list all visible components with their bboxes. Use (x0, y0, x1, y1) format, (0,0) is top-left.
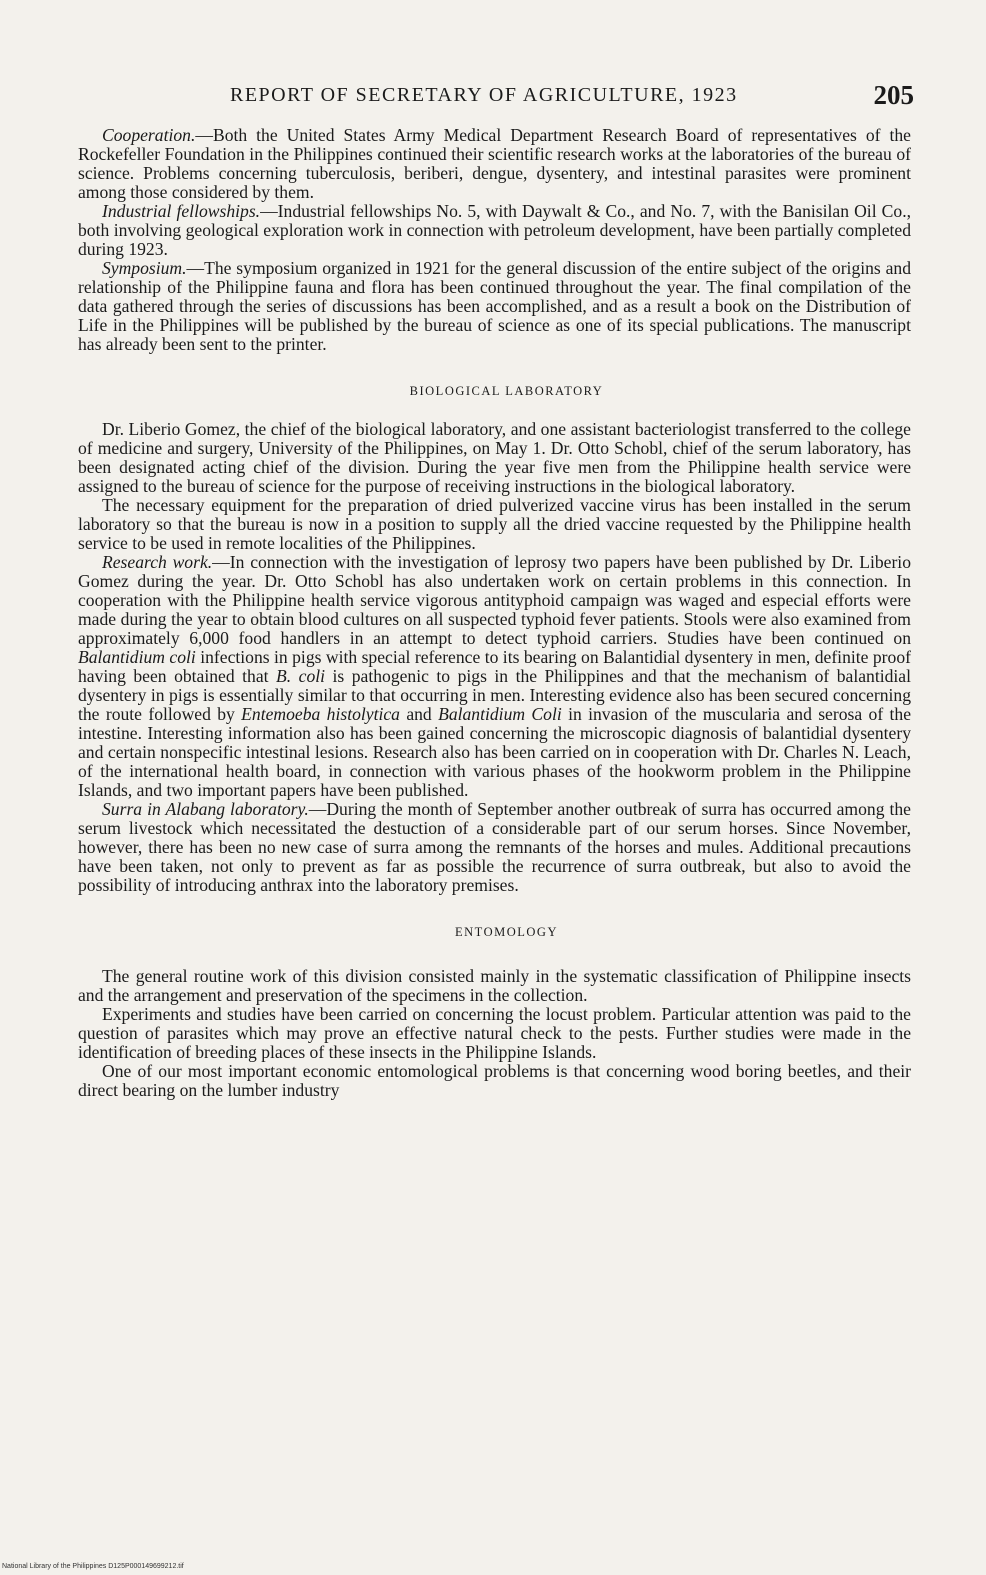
species-name: Balantidium coli (78, 647, 196, 667)
species-name: Balantidium Coli (438, 704, 562, 724)
paragraph-text: and (399, 704, 439, 724)
paragraph-text: —Both the United States Army Medical Department Research Board of representatives of the Rockefeller Foundation in the Philippines continued their scientific research works at the laboratories of the bureau of science. Problems concerning tuberculosis, beriberi, dengue, dysentery, and intestinal parasites were prominent among those considered by them. (78, 125, 911, 202)
paragraph-entomology-routine: The general routine work of this division consisted mainly in the systematic classification of Philippine insects and the arrangement and preservation of the specimens in the collection. (78, 966, 911, 1005)
paragraph-bio-vaccine: The necessary equipment for the preparation of dried pulverized vaccine virus has been installed in the serum laboratory so that the bureau is now in a position to supply all the dried vaccine requested by the Philippine health service to be used in remote localities of the Philippines. (78, 495, 911, 553)
run-in-heading-research: Research work. (102, 552, 213, 572)
paragraph-cooperation (78, 126, 911, 202)
page-number: 205 (873, 80, 914, 110)
paragraph-industrial-fellowships (78, 202, 911, 259)
paragraph-text: —The symposium organized in 1921 for the general discussion of the entire subject of the origins and relationship of the Philippine fauna and flora has been continued throughout the year. The final compilation of the data gathered through the series of discussions has been accomplished, and as a result a book on the Distribution of Life in the Philippines will be published by the bureau of science as one of its special publications. The manuscript has already been sent to the printer. (78, 258, 911, 354)
paragraph-text: —Industrial fellowships No. 5, with Daywalt & Co., and No. 7, with the Banisilan Oil Co., both involving geological exploration work in connection with petroleum development, have been partially completed during 1923. (78, 201, 911, 259)
run-in-heading-cooperation: Cooperation. (102, 125, 196, 145)
species-name: B. coli (276, 666, 326, 686)
running-head: REPORT OF SECRETARY OF AGRICULTURE, 1923 (230, 84, 738, 106)
paragraph-text: infections in pigs with special reference to its bearing on Balantidial dysentery in men, definite proof having been obtained that (78, 647, 911, 686)
paragraph-research-work (78, 553, 911, 800)
run-in-heading-surra: Surra in Alabang laboratory. (102, 799, 309, 819)
paragraph-text: —In connection with the investigation of leprosy two papers have been published by Dr. Liberio Gomez during the year. Dr. Otto Schobl has also undertaken work on certain problems in this connection. In cooperation with the Philippine health service vigorous antityphoid campaign was waged and especial efforts were made during the year to obtain blood cultures on all suspected typhoid fever patients. Stools were also examined from approximately 6,000 food handlers in an attempt to detect typhoid carriers. Studies have been continued on (78, 552, 911, 648)
paragraph-text: is pathogenic to pigs in the Philippines and that the mechanism of balantidial dysentery in pigs is essentially similar to that occurring in men. Interesting evidence also has been secured concerning the route followed by (78, 666, 911, 724)
paragraph-surra (78, 800, 911, 895)
section-heading-entomology: ENTOMOLOGY (455, 925, 558, 939)
run-in-heading-symposium: Symposium. (102, 258, 187, 278)
body-text (78, 126, 911, 1100)
paragraph-text: in invasion of the muscularia and serosa of the intestine. Interesting information also has been gained concerning the microscopic diagnosis of balantidial dysentery and certain nonspecific intestinal lesions. Research also has been carried on in cooperation with Dr. Charles N. Leach, of the international health board, in connection with various phases of the hookworm problem in the Philippine Islands, and two important papers have been published. (78, 704, 912, 800)
paragraph-symposium (78, 259, 911, 354)
species-name: Entemoeba histolytica (241, 704, 400, 724)
paragraph-text: —During the month of September another outbreak of surra has occurred among the serum livestock which necessitated the destuction of a considerable part of our serum horses. Since November, however, there has been no new case of surra among the remnants of the horses and mules. Additional precautions have been taken, not only to prevent as far as possible the recurrence of surra outbreak, but also to avoid the possibility of introducing anthrax into the laboratory premises. (78, 799, 911, 895)
run-in-heading-industrial: Industrial fellowships. (102, 201, 261, 221)
paragraph-bio-staff: Dr. Liberio Gomez, the chief of the biological laboratory, and one assistant bacteriologist transferred to the college of medicine and surgery, University of the Philippines, on May 1. Dr. Otto Schobl, chief of the serum laboratory, has been designated acting chief of the division. During the year five men from the Philippine health service were assigned to the bureau of science for the purpose of receiving instructions in the biological laboratory. (78, 419, 911, 496)
scan-credit: National Library of the Philippines D125P000149699212.tif (2, 1563, 184, 1570)
paragraph-entomology-locust: Experiments and studies have been carried on concerning the locust problem. Particular attention was paid to the question of parasites which may prove an effective natural check to the pests. Further studies were made in the identification of breeding places of these insects in the Philippine Islands. (78, 1004, 911, 1062)
paragraph-entomology-beetles: One of our most important economic entomological problems is that concerning wood boring beetles, and their direct bearing on the lumber industry (78, 1061, 911, 1100)
page-header (80, 80, 914, 120)
section-heading-biological-laboratory: BIOLOGICAL LABORATORY (409, 384, 604, 398)
